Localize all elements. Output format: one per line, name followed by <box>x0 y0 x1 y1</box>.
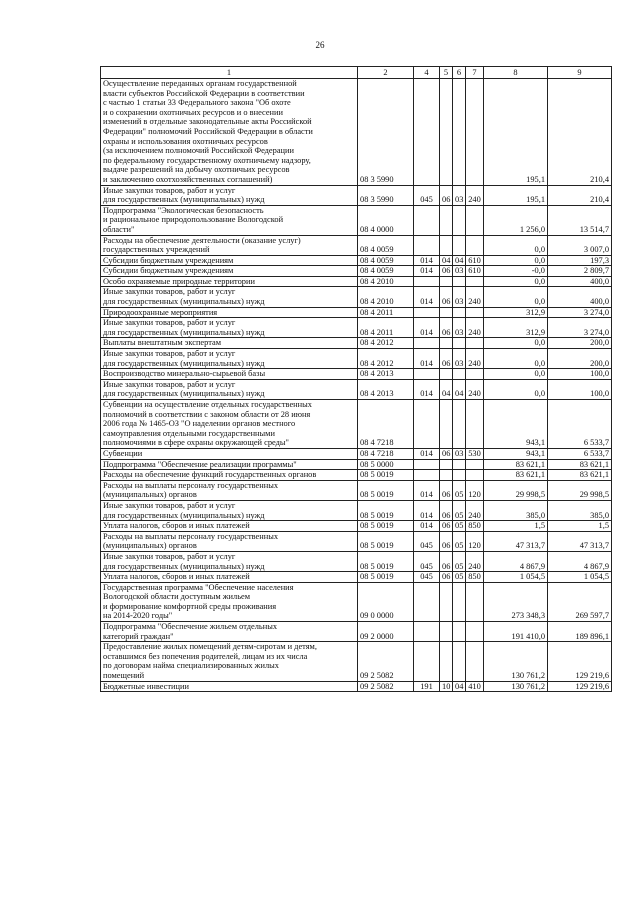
row-code: 08 3 5990 <box>358 79 414 186</box>
row-section-code: 06 <box>440 287 453 307</box>
row-ministry-code: 014 <box>414 255 440 266</box>
row-ministry-code: 014 <box>414 379 440 399</box>
row-amount-2: 3 274,0 <box>548 307 612 318</box>
row-subsection-code <box>453 205 466 235</box>
row-code: 08 5 0019 <box>358 500 414 520</box>
row-subsection-code: 05 <box>453 480 466 500</box>
table-row <box>101 318 612 338</box>
row-amount-1: 0,0 <box>484 338 548 349</box>
row-amount-1: 195,1 <box>484 185 548 205</box>
row-amount-2: 4 867,9 <box>548 551 612 571</box>
row-description: Субвенции <box>101 448 358 459</box>
row-code: 08 4 0059 <box>358 235 414 255</box>
row-amount-2: 83 621,1 <box>548 459 612 470</box>
table-row <box>101 551 612 571</box>
row-code: 08 4 2013 <box>358 379 414 399</box>
row-ministry-code <box>414 470 440 481</box>
row-amount-2: 189 896,1 <box>548 622 612 642</box>
row-expense-type-code <box>466 338 484 349</box>
table-row <box>101 235 612 255</box>
row-subsection-code: 05 <box>453 551 466 571</box>
row-description: Природоохранные мероприятия <box>101 307 358 318</box>
row-amount-1: 0,0 <box>484 287 548 307</box>
row-description: Выплаты внештатным экспертам <box>101 338 358 349</box>
row-section-code: 06 <box>440 318 453 338</box>
table-row <box>101 480 612 500</box>
row-amount-1: 195,1 <box>484 79 548 186</box>
row-amount-1: 273 348,3 <box>484 582 548 621</box>
row-section-code: 06 <box>440 521 453 532</box>
row-expense-type-code: 410 <box>466 681 484 692</box>
table-row <box>101 622 612 642</box>
table-row <box>101 521 612 532</box>
row-amount-1: 130 761,2 <box>484 642 548 681</box>
row-ministry-code: 014 <box>414 287 440 307</box>
row-expense-type-code: 120 <box>466 531 484 551</box>
row-ministry-code: 014 <box>414 318 440 338</box>
row-description: Субсидии бюджетным учреждениям <box>101 255 358 266</box>
row-amount-2: 200,0 <box>548 338 612 349</box>
row-subsection-code <box>453 276 466 287</box>
row-description: Иные закупки товаров, работ и услуг для государственных (муниципальных) нужд <box>101 318 358 338</box>
row-amount-1: 0,0 <box>484 276 548 287</box>
row-ministry-code <box>414 369 440 380</box>
row-ministry-code <box>414 622 440 642</box>
row-code: 08 5 0019 <box>358 470 414 481</box>
row-subsection-code <box>453 400 466 449</box>
table-row <box>101 255 612 266</box>
table-row <box>101 459 612 470</box>
row-subsection-code: 04 <box>453 379 466 399</box>
row-ministry-code <box>414 79 440 186</box>
row-description: Субсидии бюджетным учреждениям <box>101 266 358 277</box>
row-amount-1: 47 313,7 <box>484 531 548 551</box>
row-expense-type-code: 240 <box>466 500 484 520</box>
row-amount-2: 197,3 <box>548 255 612 266</box>
page-number: 26 <box>315 40 325 50</box>
row-section-code <box>440 582 453 621</box>
row-ministry-code <box>414 459 440 470</box>
row-amount-1: 312,9 <box>484 318 548 338</box>
row-subsection-code <box>453 79 466 186</box>
row-subsection-code: 05 <box>453 531 466 551</box>
row-subsection-code: 04 <box>453 255 466 266</box>
row-ministry-code <box>414 205 440 235</box>
row-description: Субвенции на осуществление отдельных государственных полномочий в соответствии с законом области от 28 июня 2006 года № 1465-ОЗ "О наделении органов местного самоуправления отдельными государственными полномочиями в сфере охраны окружающей среды" <box>101 400 358 449</box>
row-ministry-code: 191 <box>414 681 440 692</box>
row-code: 09 2 5082 <box>358 681 414 692</box>
table-row <box>101 185 612 205</box>
row-amount-2: 385,0 <box>548 500 612 520</box>
row-description: Расходы на обеспечение деятельности (оказание услуг) государственных учреждений <box>101 235 358 255</box>
row-subsection-code: 03 <box>453 185 466 205</box>
row-ministry-code <box>414 582 440 621</box>
row-description: Иные закупки товаров, работ и услуг для государственных (муниципальных) нужд <box>101 551 358 571</box>
row-expense-type-code <box>466 276 484 287</box>
row-subsection-code: 05 <box>453 500 466 520</box>
row-section-code: 06 <box>440 349 453 369</box>
header-cell: 9 <box>548 67 612 79</box>
row-amount-2: 47 313,7 <box>548 531 612 551</box>
row-description: Воспроизводство минерально-сырьевой базы <box>101 369 358 380</box>
row-ministry-code: 014 <box>414 448 440 459</box>
row-ministry-code <box>414 642 440 681</box>
row-section-code: 06 <box>440 572 453 583</box>
row-amount-2: 210,4 <box>548 79 612 186</box>
table-row <box>101 338 612 349</box>
row-amount-2: 269 597,7 <box>548 582 612 621</box>
row-description: Подпрограмма "Обеспечение жильем отдельных категорий граждан" <box>101 622 358 642</box>
row-amount-2: 200,0 <box>548 349 612 369</box>
row-ministry-code <box>414 276 440 287</box>
row-section-code: 04 <box>440 379 453 399</box>
row-amount-1: 0,0 <box>484 235 548 255</box>
row-amount-1: 0,0 <box>484 379 548 399</box>
row-description: Государственная программа "Обеспечение населения Вологодской области доступным жильем и формирование комфортной среды проживания на 2014-2020 годы" <box>101 582 358 621</box>
row-code: 08 4 2011 <box>358 318 414 338</box>
row-expense-type-code: 240 <box>466 287 484 307</box>
row-subsection-code <box>453 470 466 481</box>
row-section-code <box>440 338 453 349</box>
row-amount-2: 129 219,6 <box>548 681 612 692</box>
row-code: 09 2 5082 <box>358 642 414 681</box>
table-row <box>101 400 612 449</box>
row-subsection-code: 03 <box>453 287 466 307</box>
row-section-code <box>440 205 453 235</box>
row-description: Иные закупки товаров, работ и услуг для государственных (муниципальных) нужд <box>101 287 358 307</box>
row-description: Иные закупки товаров, работ и услуг для государственных (муниципальных) нужд <box>101 379 358 399</box>
row-section-code: 06 <box>440 480 453 500</box>
row-description: Уплата налогов, сборов и иных платежей <box>101 521 358 532</box>
table-row <box>101 276 612 287</box>
header-cell: 7 <box>466 67 484 79</box>
row-amount-2: 6 533,7 <box>548 448 612 459</box>
row-amount-1: 0,0 <box>484 349 548 369</box>
table-row <box>101 470 612 481</box>
row-code: 08 4 2013 <box>358 369 414 380</box>
row-ministry-code: 045 <box>414 531 440 551</box>
row-subsection-code: 03 <box>453 349 466 369</box>
row-amount-1: 83 621,1 <box>484 470 548 481</box>
row-expense-type-code <box>466 642 484 681</box>
row-subsection-code: 03 <box>453 318 466 338</box>
row-amount-1: 0,0 <box>484 369 548 380</box>
row-amount-1: 1 054,5 <box>484 572 548 583</box>
table-row <box>101 79 612 186</box>
row-section-code: 10 <box>440 681 453 692</box>
row-section-code <box>440 276 453 287</box>
row-section-code <box>440 369 453 380</box>
row-expense-type-code <box>466 470 484 481</box>
row-amount-2: 3 274,0 <box>548 318 612 338</box>
row-amount-1: 943,1 <box>484 448 548 459</box>
row-ministry-code <box>414 235 440 255</box>
table-row <box>101 379 612 399</box>
row-expense-type-code: 240 <box>466 185 484 205</box>
header-cell: 8 <box>484 67 548 79</box>
row-expense-type-code <box>466 79 484 186</box>
row-code: 09 2 0000 <box>358 622 414 642</box>
row-subsection-code: 05 <box>453 521 466 532</box>
row-code: 08 4 2011 <box>358 307 414 318</box>
row-ministry-code: 014 <box>414 500 440 520</box>
table-row <box>101 307 612 318</box>
row-code: 08 3 5990 <box>358 185 414 205</box>
row-subsection-code <box>453 642 466 681</box>
row-description: Осуществление переданных органам государственной власти субъектов Российской Федерации в соответствии с частью 1 статьи 33 Федерального закона "Об охоте и о сохранении охотничьих ресурсов и о внесении изменений в отдельные законодательные акты Российской Федерации" полномочий Российской Федерации в области охраны и использования охотничьих ресурсов (за исключением полномочий Российской Федерации по федеральному государственному охотничьему надзору, выдаче разрешений на добычу охотничьих ресурсов и заключению охотхозяйственных соглашений) <box>101 79 358 186</box>
row-description: Иные закупки товаров, работ и услуг для государственных (муниципальных) нужд <box>101 349 358 369</box>
row-code: 08 4 0059 <box>358 255 414 266</box>
row-expense-type-code: 850 <box>466 572 484 583</box>
row-ministry-code: 014 <box>414 266 440 277</box>
row-amount-1: 943,1 <box>484 400 548 449</box>
table-row <box>101 681 612 692</box>
row-subsection-code <box>453 369 466 380</box>
row-expense-type-code: 240 <box>466 349 484 369</box>
row-ministry-code: 014 <box>414 349 440 369</box>
row-code: 08 4 7218 <box>358 400 414 449</box>
row-subsection-code <box>453 582 466 621</box>
row-ministry-code: 045 <box>414 551 440 571</box>
row-section-code <box>440 235 453 255</box>
row-amount-2: 13 514,7 <box>548 205 612 235</box>
row-amount-2: 3 007,0 <box>548 235 612 255</box>
row-amount-2: 83 621,1 <box>548 470 612 481</box>
row-expense-type-code <box>466 307 484 318</box>
row-expense-type-code: 610 <box>466 266 484 277</box>
row-amount-2: 100,0 <box>548 379 612 399</box>
row-description: Подпрограмма "Экологическая безопасность и рациональное природопользование Вологодской области" <box>101 205 358 235</box>
table-row <box>101 448 612 459</box>
table-row <box>101 582 612 621</box>
row-amount-1: 83 621,1 <box>484 459 548 470</box>
row-ministry-code <box>414 400 440 449</box>
row-description: Предоставление жилых помещений детям-сиротам и детям, оставшимся без попечения родителей, лицам из их числа по договорам найма специализированных жилых помещений <box>101 642 358 681</box>
table-row <box>101 287 612 307</box>
row-expense-type-code <box>466 369 484 380</box>
row-subsection-code: 05 <box>453 572 466 583</box>
row-section-code <box>440 470 453 481</box>
row-code: 08 4 2012 <box>358 338 414 349</box>
row-expense-type-code: 610 <box>466 255 484 266</box>
row-section-code <box>440 307 453 318</box>
row-subsection-code <box>453 307 466 318</box>
row-amount-2: 210,4 <box>548 185 612 205</box>
row-subsection-code: 03 <box>453 266 466 277</box>
row-ministry-code: 045 <box>414 185 440 205</box>
table-row <box>101 572 612 583</box>
row-section-code: 06 <box>440 266 453 277</box>
row-section-code: 04 <box>440 255 453 266</box>
row-expense-type-code: 240 <box>466 551 484 571</box>
row-section-code: 06 <box>440 185 453 205</box>
table-row <box>101 349 612 369</box>
row-amount-2: 29 998,5 <box>548 480 612 500</box>
row-ministry-code <box>414 338 440 349</box>
row-amount-1: 191 410,0 <box>484 622 548 642</box>
row-code: 08 5 0019 <box>358 531 414 551</box>
row-subsection-code <box>453 622 466 642</box>
row-subsection-code <box>453 459 466 470</box>
row-code: 08 5 0000 <box>358 459 414 470</box>
row-subsection-code: 03 <box>453 448 466 459</box>
row-section-code <box>440 459 453 470</box>
row-subsection-code: 04 <box>453 681 466 692</box>
row-amount-1: 1,5 <box>484 521 548 532</box>
row-subsection-code <box>453 235 466 255</box>
row-amount-1: 312,9 <box>484 307 548 318</box>
row-section-code <box>440 79 453 186</box>
row-amount-2: 2 809,7 <box>548 266 612 277</box>
row-code: 09 0 0000 <box>358 582 414 621</box>
table-row <box>101 205 612 235</box>
table-header-row <box>101 67 612 79</box>
row-description: Иные закупки товаров, работ и услуг для государственных (муниципальных) нужд <box>101 185 358 205</box>
row-code: 08 5 0019 <box>358 551 414 571</box>
row-amount-1: 385,0 <box>484 500 548 520</box>
row-expense-type-code: 240 <box>466 318 484 338</box>
row-amount-2: 100,0 <box>548 369 612 380</box>
row-amount-2: 129 219,6 <box>548 642 612 681</box>
row-amount-1: 4 867,9 <box>484 551 548 571</box>
row-code: 08 4 2012 <box>358 349 414 369</box>
row-amount-2: 400,0 <box>548 276 612 287</box>
row-section-code: 06 <box>440 551 453 571</box>
row-section-code: 06 <box>440 500 453 520</box>
row-description: Расходы на обеспечение функций государственных органов <box>101 470 358 481</box>
row-code: 08 4 0000 <box>358 205 414 235</box>
header-cell: 2 <box>358 67 414 79</box>
row-description: Подпрограмма "Обеспечение реализации программы" <box>101 459 358 470</box>
row-description: Особо охраняемые природные территории <box>101 276 358 287</box>
row-description: Уплата налогов, сборов и иных платежей <box>101 572 358 583</box>
row-code: 08 4 2010 <box>358 287 414 307</box>
row-amount-1: -0,0 <box>484 266 548 277</box>
row-code: 08 5 0019 <box>358 480 414 500</box>
row-section-code <box>440 400 453 449</box>
row-amount-2: 400,0 <box>548 287 612 307</box>
row-description: Расходы на выплаты персоналу государственных (муниципальных) органов <box>101 480 358 500</box>
row-expense-type-code <box>466 235 484 255</box>
header-cell: 1 <box>101 67 358 79</box>
header-cell: 4 <box>414 67 440 79</box>
budget-table <box>100 66 612 692</box>
row-ministry-code: 014 <box>414 480 440 500</box>
row-description: Иные закупки товаров, работ и услуг для государственных (муниципальных) нужд <box>101 500 358 520</box>
header-cell: 6 <box>453 67 466 79</box>
row-section-code: 06 <box>440 531 453 551</box>
row-ministry-code <box>414 307 440 318</box>
row-expense-type-code <box>466 400 484 449</box>
row-expense-type-code <box>466 622 484 642</box>
row-ministry-code: 045 <box>414 572 440 583</box>
table-row <box>101 369 612 380</box>
row-expense-type-code: 120 <box>466 480 484 500</box>
table-body <box>101 79 612 692</box>
row-amount-2: 1 054,5 <box>548 572 612 583</box>
row-amount-1: 130 761,2 <box>484 681 548 692</box>
row-section-code <box>440 622 453 642</box>
row-code: 08 4 2010 <box>358 276 414 287</box>
table-row <box>101 531 612 551</box>
row-expense-type-code: 850 <box>466 521 484 532</box>
row-section-code <box>440 642 453 681</box>
row-amount-1: 0,0 <box>484 255 548 266</box>
row-code: 08 4 0059 <box>358 266 414 277</box>
table-row <box>101 642 612 681</box>
row-amount-2: 6 533,7 <box>548 400 612 449</box>
row-expense-type-code: 240 <box>466 379 484 399</box>
row-expense-type-code <box>466 459 484 470</box>
header-cell: 5 <box>440 67 453 79</box>
row-ministry-code: 014 <box>414 521 440 532</box>
row-amount-2: 1,5 <box>548 521 612 532</box>
table-row <box>101 500 612 520</box>
row-code: 08 5 0019 <box>358 572 414 583</box>
row-code: 08 5 0019 <box>358 521 414 532</box>
row-amount-1: 1 256,0 <box>484 205 548 235</box>
row-description: Расходы на выплаты персоналу государственных (муниципальных) органов <box>101 531 358 551</box>
row-expense-type-code <box>466 582 484 621</box>
table-row <box>101 266 612 277</box>
row-subsection-code <box>453 338 466 349</box>
row-description: Бюджетные инвестиции <box>101 681 358 692</box>
row-expense-type-code <box>466 205 484 235</box>
row-expense-type-code: 530 <box>466 448 484 459</box>
row-section-code: 06 <box>440 448 453 459</box>
row-code: 08 4 7218 <box>358 448 414 459</box>
row-amount-1: 29 998,5 <box>484 480 548 500</box>
